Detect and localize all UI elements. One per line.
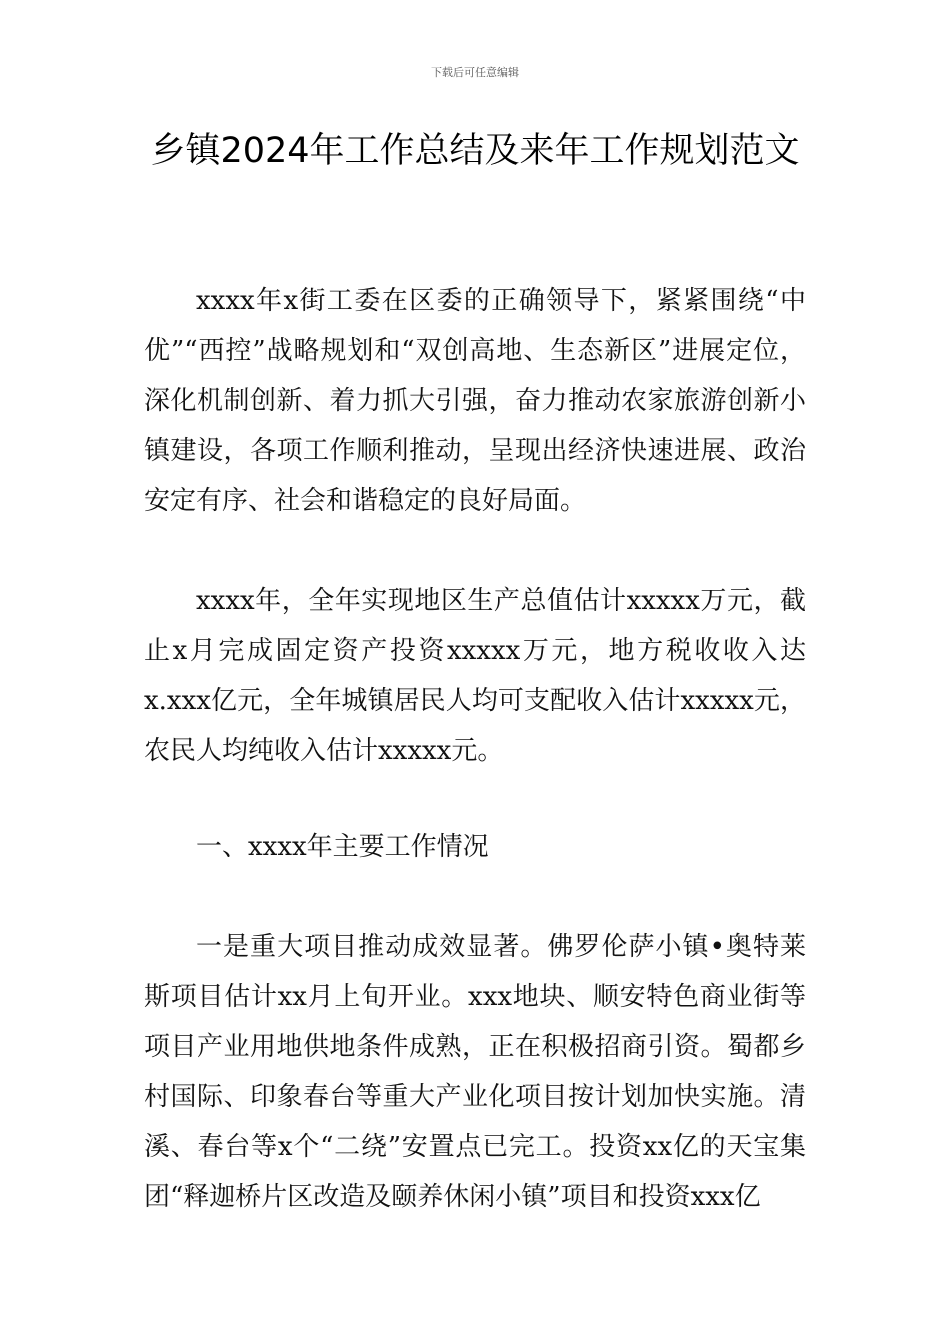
header-note: 下载后可任意编辑 [431, 66, 519, 79]
document-title: 乡镇2024年工作总结及来年工作规划范文 [150, 131, 800, 171]
section-paragraph: 一是重大项目推动成效显著。佛罗伦萨小镇•奥特莱斯项目估计xx月上旬开业。xxx地块、顺安特色商业街等项目产业用地供地条件成熟，正在积极招商引资。蜀都乡村国际、印象春台等重大产业化项目按计划加快实施。清溪、春台等x个“二绕”安置点已完工。投资xx亿的天宝集团“释迦桥片区改造及颐养休闲小镇”项目和投资xxx亿 [144, 932, 806, 1212]
body-paragraph-1: xxxx年x街工委在区委的正确领导下，紧紧围绕“中优”“西控”战略规划和“双创高地、生态新区”进展定位，深化机制创新、着力抓大引强，奋力推动农家旅游创新小镇建设，各项工作顺利推动，呈现出经济快速进展、政治安定有序、社会和谐稳定的良好局面。 [144, 286, 806, 516]
section-heading: 一、xxxx年主要工作情况 [196, 832, 489, 862]
body-paragraph-2: xxxx年，全年实现地区生产总值估计xxxxx万元，截止x月完成固定资产投资xxxxx万元，地方税收收入达x.xxx亿元，全年城镇居民人均可支配收入估计xxxxx元，农民人均纯收入估计xxxxx元。 [144, 586, 806, 766]
